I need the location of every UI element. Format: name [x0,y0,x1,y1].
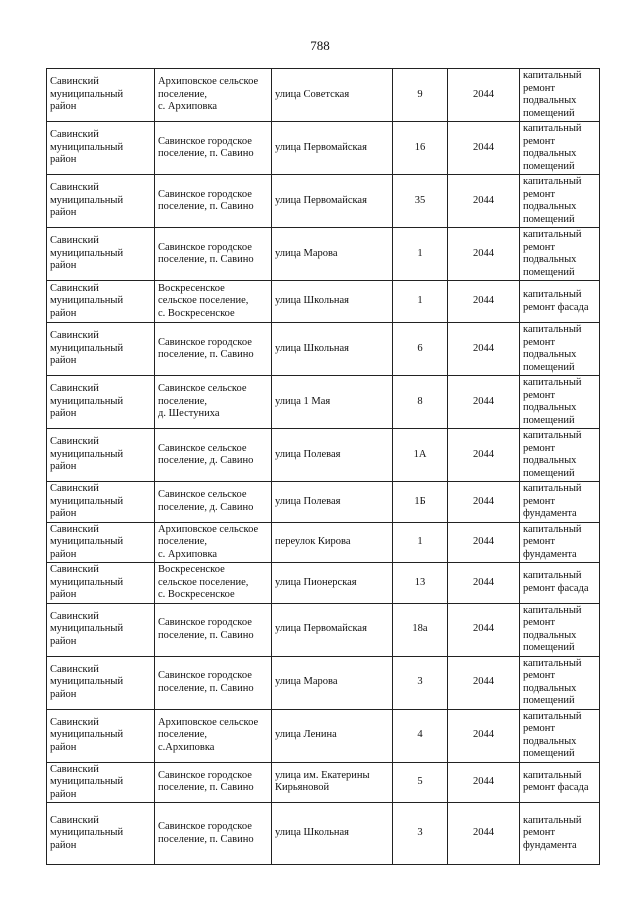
cell-district-text: Савинский муниципальный район [50,663,124,700]
cell-street [272,228,393,281]
cell-year-text: 2044 [473,827,494,839]
cell-district-text: Савинский муниципальный район [50,763,124,800]
table-row [47,228,600,281]
cell-house-number [393,709,448,762]
cell-street [272,709,393,762]
cell-district-text: Савинский муниципальный район [50,814,124,851]
cell-year-text: 2044 [473,495,494,507]
cell-work-type [520,69,600,122]
cell-street-text: улица Первомайская [275,194,367,206]
table-row [47,762,600,803]
cell-house-number [393,228,448,281]
table-row [47,603,600,656]
table-row [47,803,600,865]
cell-district [47,563,155,604]
cell-street [272,281,393,323]
cell-house-number [393,803,448,865]
cell-house-number-text: 1 [417,536,423,547]
cell-settlement-text: Савинское городское поселение, п. Савино [158,188,254,212]
cell-house-number-text: 1 [417,247,423,259]
cell-house-number-text: 16 [414,141,426,153]
cell-settlement-text: Архиповское сельское поселение, с. Архиповка [158,76,259,113]
cell-house-number [393,603,448,656]
cell-settlement [155,803,272,865]
cell-settlement [155,522,272,563]
cell-year-text: 2044 [473,623,494,635]
cell-house-number-text: 3 [417,676,423,688]
cell-street [272,603,393,656]
cell-house-number [393,762,448,803]
cell-settlement [155,762,272,803]
cell-district-text: Савинский муниципальный район [50,436,124,473]
cell-street-text: улица Школьная [275,342,349,354]
cell-district [47,709,155,762]
cell-street-text: улица им. Екатерины Кирьяновой [275,769,370,794]
cell-year-text: 2044 [473,247,494,259]
cell-settlement-text: Савинское городское поселение, п. Савино [158,135,254,159]
cell-district-text: Савинский муниципальный район [50,564,124,600]
cell-house-number-text: 4 [417,729,423,741]
cell-work-type-text: капитальный ремонт фундамента [523,483,582,519]
cell-settlement-text: Савинское городское поселение, п. Савино [158,617,254,641]
cell-year [448,522,520,563]
cell-settlement-text: Архиповское сельское поселение, с.Архиповка [158,716,259,753]
cell-year [448,762,520,803]
cell-district [47,122,155,175]
cell-house-number-text: 9 [417,88,423,100]
cell-street-text: улица Школьная [275,827,349,839]
table-row [47,656,600,709]
cell-street-text: улица Советская [275,88,350,100]
cell-street-text: улица Полевая [275,448,341,460]
cell-year [448,656,520,709]
cell-settlement [155,175,272,228]
table-row [47,69,600,122]
cell-settlement-text: Савинское городское поселение, п. Савино [158,336,254,360]
cell-work-type-text: капитальный ремонт подвальных помещений [523,604,582,653]
cell-settlement-text: Савинское сельское поселение, д. Савино [158,442,254,466]
cell-house-number-text: 1 [417,295,423,307]
cell-house-number-text: 1А [413,448,427,460]
cell-work-type-text: капитальный ремонт фасада [523,289,589,313]
cell-house-number-text: 13 [414,576,426,588]
cell-house-number-text: 5 [417,776,423,787]
cell-street [272,429,393,482]
cell-district-text: Савинский муниципальный район [50,129,124,166]
cell-street [272,656,393,709]
cell-work-type [520,281,600,323]
cell-year-text: 2044 [473,776,494,787]
cell-street-text: улица Марова [275,247,338,259]
cell-work-type [520,429,600,482]
cell-house-number [393,482,448,523]
cell-work-type [520,482,600,523]
cell-work-type-text: капитальный ремонт фасада [523,570,589,594]
cell-house-number-text: 35 [414,194,426,206]
cell-settlement-text: Савинское сельское поселение, д. Шестуниха [158,383,247,420]
cell-district-text: Савинский муниципальный район [50,182,124,219]
cell-year [448,709,520,762]
cell-year-text: 2044 [473,576,494,588]
cell-settlement [155,122,272,175]
table-row [47,376,600,429]
cell-year [448,69,520,122]
cell-street [272,175,393,228]
table-row [47,429,600,482]
cell-house-number-text: 6 [417,342,423,354]
cell-street-text: улица 1 Мая [275,395,331,407]
cell-work-type [520,376,600,429]
cell-district [47,762,155,803]
cell-street [272,323,393,376]
cell-house-number-text: 8 [417,395,423,407]
cell-street [272,762,393,803]
cell-work-type-text: капитальный ремонт подвальных помещений [523,70,582,119]
cell-year [448,429,520,482]
cell-settlement-text: Савинское городское поселение, п. Савино [158,821,254,845]
cell-settlement [155,429,272,482]
cell-year-text: 2044 [473,676,494,688]
cell-district [47,603,155,656]
cell-district [47,323,155,376]
cell-district-text: Савинский муниципальный район [50,235,124,272]
cell-house-number-text: 3 [417,827,423,839]
cell-year-text: 2044 [473,395,494,407]
cell-district-text: Савинский муниципальный район [50,483,124,519]
cell-street-text: улица Первомайская [275,623,367,635]
cell-district [47,228,155,281]
cell-work-type [520,522,600,563]
cell-year-text: 2044 [473,194,494,206]
cell-settlement [155,281,272,323]
cell-work-type-text: капитальный ремонт подвальных помещений [523,377,582,426]
cell-year [448,563,520,604]
cell-district [47,656,155,709]
cell-settlement [155,323,272,376]
cell-settlement [155,656,272,709]
cell-work-type-text: капитальный ремонт подвальных помещений [523,176,582,225]
cell-year-text: 2044 [473,88,494,100]
cell-district [47,482,155,523]
cell-year [448,323,520,376]
cell-settlement-text: Савинское городское поселение, п. Савино [158,670,254,694]
cell-work-type [520,323,600,376]
cell-work-type [520,563,600,604]
cell-work-type [520,762,600,803]
cell-year-text: 2044 [473,536,494,547]
cell-year [448,376,520,429]
table-row [47,482,600,523]
cell-street-text: улица Марова [275,676,338,688]
cell-street [272,803,393,865]
cell-work-type-text: капитальный ремонт подвальных помещений [523,324,582,373]
cell-year [448,175,520,228]
table-row [47,563,600,604]
cell-street [272,122,393,175]
cell-street [272,69,393,122]
cell-settlement-text: Воскресенское сельское поселение, с. Воскресенское [158,564,249,600]
cell-settlement-text: Савинское сельское поселение, д. Савино [158,489,254,513]
cell-street [272,522,393,563]
cell-settlement [155,376,272,429]
cell-house-number-text: 1Б [414,495,426,507]
cell-house-number [393,376,448,429]
cell-street-text: улица Пионерская [275,576,357,588]
cell-work-type-text: капитальный ремонт фундамента [523,523,582,560]
cell-house-number [393,656,448,709]
cell-settlement [155,69,272,122]
cell-work-type-text: капитальный ремонт подвальных помещений [523,710,582,759]
cell-house-number [393,281,448,323]
cell-year-text: 2044 [473,729,494,741]
repair-registry-table [46,68,600,865]
cell-work-type [520,228,600,281]
cell-year [448,122,520,175]
cell-work-type-text: капитальный ремонт подвальных помещений [523,123,582,172]
cell-district-text: Савинский муниципальный район [50,76,124,113]
cell-street-text: улица Первомайская [275,141,367,153]
cell-settlement [155,709,272,762]
cell-work-type [520,803,600,865]
cell-house-number [393,429,448,482]
cell-district [47,429,155,482]
cell-district-text: Савинский муниципальный район [50,523,124,560]
cell-district [47,175,155,228]
cell-year [448,281,520,323]
cell-street-text: улица Ленина [275,729,337,741]
table-row [47,281,600,323]
cell-year-text: 2044 [473,295,494,307]
cell-settlement [155,603,272,656]
cell-street-text: переулок Кирова [275,536,351,547]
cell-street [272,376,393,429]
table-row [47,522,600,563]
cell-house-number [393,69,448,122]
cell-settlement-text: Архиповское сельское поселение, с. Архиповка [158,523,259,560]
cell-work-type [520,122,600,175]
cell-work-type [520,175,600,228]
cell-work-type-text: капитальный ремонт подвальных помещений [523,229,582,278]
cell-year-text: 2044 [473,342,494,354]
cell-district-text: Савинский муниципальный район [50,716,124,753]
table-row [47,122,600,175]
cell-district [47,803,155,865]
cell-work-type-text: капитальный ремонт подвальных помещений [523,657,582,706]
cell-year-text: 2044 [473,141,494,153]
cell-settlement-text: Савинское городское поселение, п. Савино [158,241,254,265]
page-number: 788 [310,38,330,53]
cell-year-text: 2044 [473,448,494,460]
cell-street [272,563,393,604]
cell-house-number [393,563,448,604]
cell-district [47,69,155,122]
cell-settlement [155,563,272,604]
cell-district-text: Савинский муниципальный район [50,610,124,647]
cell-district [47,522,155,563]
table-body [47,69,600,865]
cell-work-type [520,603,600,656]
cell-year [448,803,520,865]
cell-street-text: улица Школьная [275,295,349,307]
cell-house-number [393,175,448,228]
table-row [47,175,600,228]
cell-year [448,228,520,281]
cell-work-type [520,656,600,709]
cell-work-type [520,709,600,762]
table-row [47,709,600,762]
cell-settlement-text: Савинское городское поселение, п. Савино [158,769,254,794]
cell-work-type-text: капитальный ремонт фундамента [523,814,582,851]
cell-house-number-text: 18а [412,623,428,635]
cell-year [448,603,520,656]
cell-district [47,376,155,429]
cell-district-text: Савинский муниципальный район [50,383,124,420]
cell-district-text: Савинский муниципальный район [50,330,124,367]
cell-settlement-text: Воскресенское сельское поселение, с. Воскресенское [158,282,249,319]
cell-district [47,281,155,323]
cell-street [272,482,393,523]
cell-house-number [393,323,448,376]
cell-settlement [155,228,272,281]
cell-work-type-text: капитальный ремонт фасада [523,769,589,794]
cell-settlement [155,482,272,523]
cell-house-number [393,522,448,563]
cell-work-type-text: капитальный ремонт подвальных помещений [523,430,582,479]
cell-year [448,482,520,523]
table-row [47,323,600,376]
cell-district-text: Савинский муниципальный район [50,282,124,319]
cell-street-text: улица Полевая [275,495,341,507]
cell-house-number [393,122,448,175]
